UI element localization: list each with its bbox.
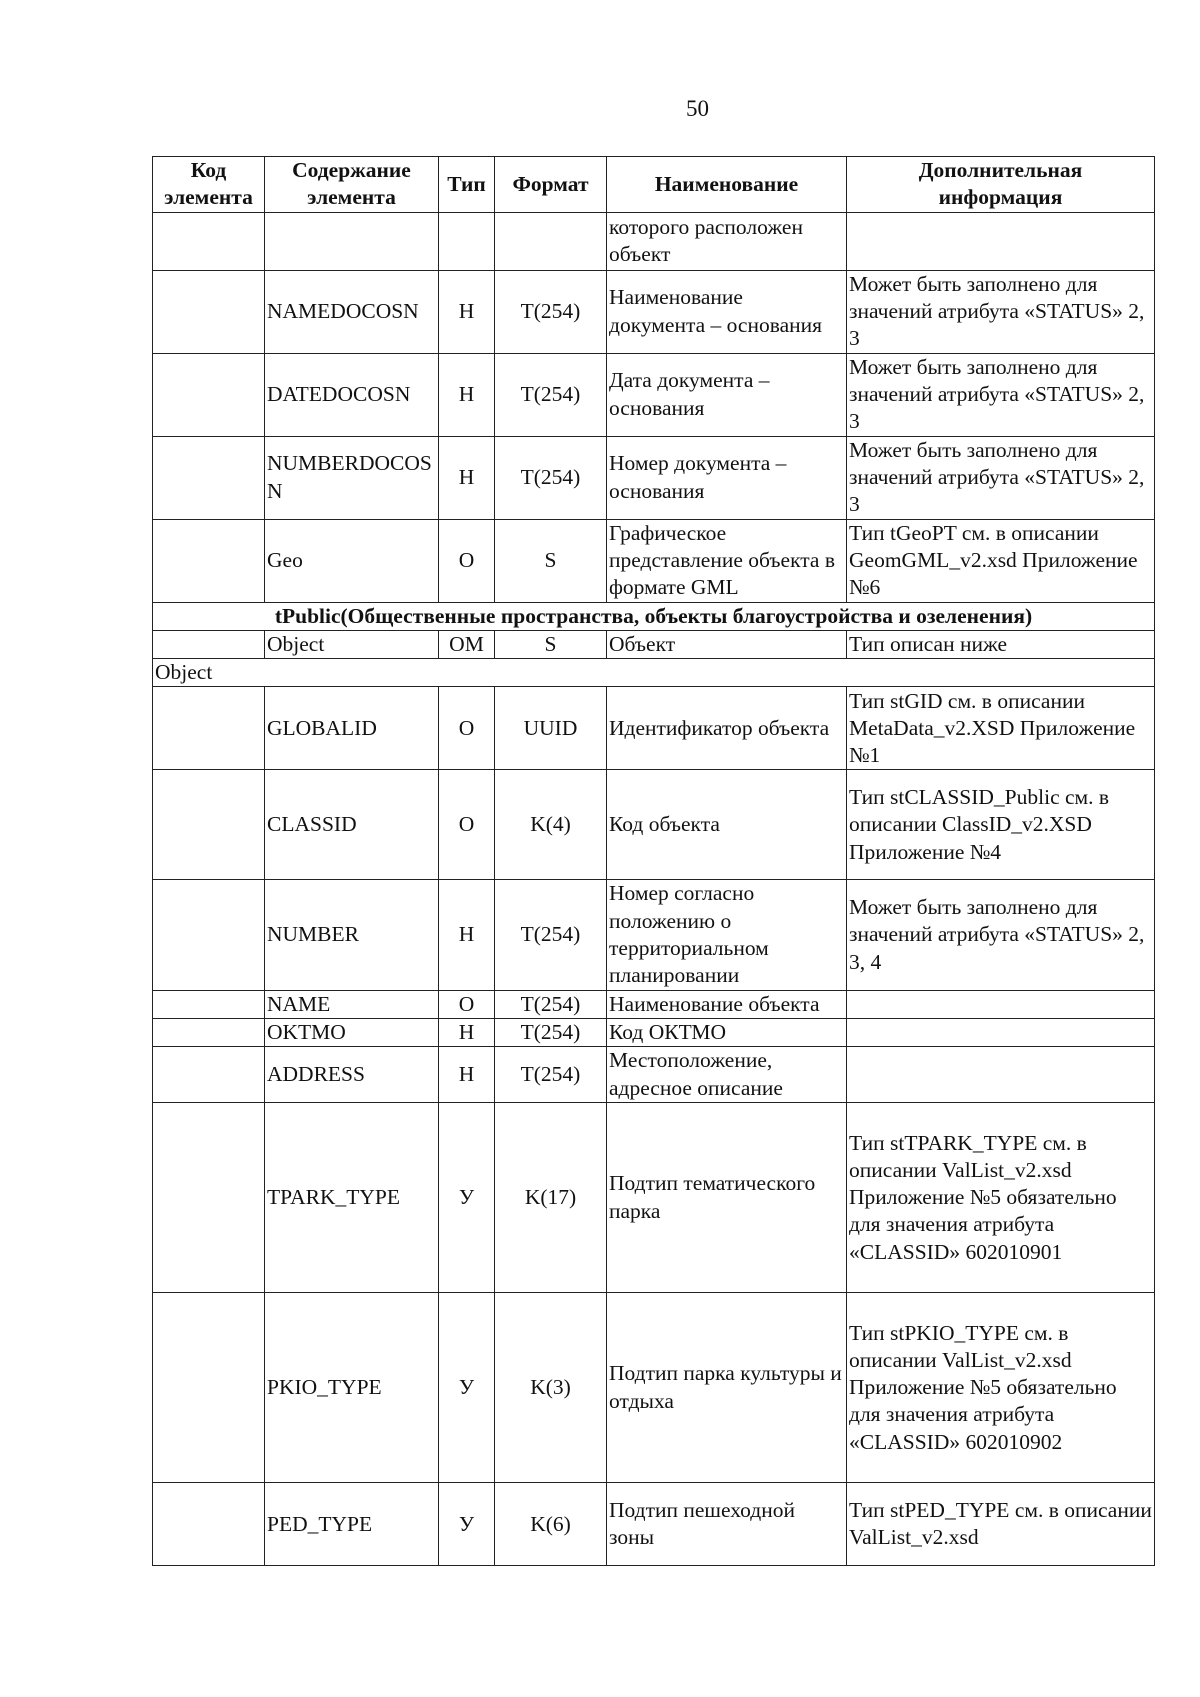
cell-format: K(17) bbox=[495, 1103, 607, 1293]
cell-format: T(254) bbox=[495, 1047, 607, 1103]
cell-name: Графическое представление объекта в формате GML bbox=[607, 519, 847, 602]
cell-info: Тип stPKIO_TYPE см. в описании ValList_v2.xsd Приложение №5 обязательно для значения атрибута «CLASSID» 602010902 bbox=[847, 1293, 1155, 1483]
object-label-row bbox=[153, 659, 1155, 687]
object-label: Object bbox=[153, 659, 1155, 687]
cell-code bbox=[153, 630, 265, 658]
table-row bbox=[153, 1483, 1155, 1566]
cell-format: T(254) bbox=[495, 353, 607, 436]
cell-format: UUID bbox=[495, 687, 607, 770]
table-row bbox=[153, 1047, 1155, 1103]
cell-code bbox=[153, 770, 265, 880]
cell-format: T(254) bbox=[495, 880, 607, 990]
cell-type: Н bbox=[439, 1047, 495, 1103]
section-row bbox=[153, 602, 1155, 630]
cell-type: Н bbox=[439, 880, 495, 990]
cell-info bbox=[847, 1047, 1155, 1103]
cell-content: NUMBER bbox=[265, 880, 439, 990]
cell-name: Номер документа – основания bbox=[607, 436, 847, 519]
cell-format: K(6) bbox=[495, 1483, 607, 1566]
cell-name: которого расположен объект bbox=[607, 212, 847, 270]
cell-code bbox=[153, 1047, 265, 1103]
cell-type: Н bbox=[439, 270, 495, 353]
cell-name: Номер согласно положению о территориальном планировании bbox=[607, 880, 847, 990]
cell-info: Может быть заполнено для значений атрибута «STATUS» 2, 3, 4 bbox=[847, 880, 1155, 990]
table-row bbox=[153, 270, 1155, 353]
cell-content: PED_TYPE bbox=[265, 1483, 439, 1566]
cell-info: Может быть заполнено для значений атрибута «STATUS» 2, 3 bbox=[847, 270, 1155, 353]
cell-format: T(254) bbox=[495, 990, 607, 1018]
cell-name: Код объекта bbox=[607, 770, 847, 880]
cell-name: Подтип тематического парка bbox=[607, 1103, 847, 1293]
cell-content: TPARK_TYPE bbox=[265, 1103, 439, 1293]
cell-name: Наименование документа – основания bbox=[607, 270, 847, 353]
cell-code bbox=[153, 687, 265, 770]
table-row bbox=[153, 687, 1155, 770]
cell-content: ADDRESS bbox=[265, 1047, 439, 1103]
cell-code bbox=[153, 353, 265, 436]
cell-name: Подтип пешеходной зоны bbox=[607, 1483, 847, 1566]
cell-code bbox=[153, 1483, 265, 1566]
cell-content: PKIO_TYPE bbox=[265, 1293, 439, 1483]
cell-info: Тип stPED_TYPE см. в описании ValList_v2.xsd bbox=[847, 1483, 1155, 1566]
header-info: Дополнительная информация bbox=[847, 157, 1155, 213]
cell-info bbox=[847, 212, 1155, 270]
table-row bbox=[153, 990, 1155, 1018]
header-name: Наименование bbox=[607, 157, 847, 213]
cell-code bbox=[153, 1018, 265, 1046]
cell-type: У bbox=[439, 1293, 495, 1483]
cell-code bbox=[153, 270, 265, 353]
cell-format bbox=[495, 212, 607, 270]
cell-type: О bbox=[439, 519, 495, 602]
cell-content: GLOBALID bbox=[265, 687, 439, 770]
cell-code bbox=[153, 436, 265, 519]
page-number: 50 bbox=[686, 96, 709, 121]
cell-info: Может быть заполнено для значений атрибута «STATUS» 2, 3 bbox=[847, 353, 1155, 436]
element-table bbox=[152, 156, 1155, 1566]
cell-name: Дата документа – основания bbox=[607, 353, 847, 436]
table-row bbox=[153, 519, 1155, 602]
table-row bbox=[153, 880, 1155, 990]
cell-code bbox=[153, 519, 265, 602]
cell-type: Н bbox=[439, 1018, 495, 1046]
cell-name: Идентификатор объекта bbox=[607, 687, 847, 770]
cell-content: OKTMO bbox=[265, 1018, 439, 1046]
cell-name: Подтип парка культуры и отдыха bbox=[607, 1293, 847, 1483]
section-title: tPublic(Общественные пространства, объекты благоустройства и озеленения) bbox=[153, 602, 1155, 630]
cell-content: Object bbox=[265, 630, 439, 658]
cell-code bbox=[153, 212, 265, 270]
cell-code bbox=[153, 1103, 265, 1293]
header-type: Тип bbox=[439, 157, 495, 213]
cell-type: О bbox=[439, 687, 495, 770]
cell-format: S bbox=[495, 630, 607, 658]
object-row bbox=[153, 630, 1155, 658]
cell-type: Н bbox=[439, 436, 495, 519]
cell-content bbox=[265, 212, 439, 270]
cell-name: Наименование объекта bbox=[607, 990, 847, 1018]
cell-info bbox=[847, 1018, 1155, 1046]
cell-type: У bbox=[439, 1103, 495, 1293]
cell-content: DATEDOCOSN bbox=[265, 353, 439, 436]
cell-name: Объект bbox=[607, 630, 847, 658]
cell-type: О bbox=[439, 990, 495, 1018]
cell-content: NAMEDOCOSN bbox=[265, 270, 439, 353]
header-content: Содержание элемента bbox=[265, 157, 439, 213]
header-code: Код элемента bbox=[153, 157, 265, 213]
table-row bbox=[153, 353, 1155, 436]
cell-content: CLASSID bbox=[265, 770, 439, 880]
cell-info bbox=[847, 990, 1155, 1018]
table-row bbox=[153, 436, 1155, 519]
cell-format: S bbox=[495, 519, 607, 602]
cell-code bbox=[153, 1293, 265, 1483]
cell-code bbox=[153, 880, 265, 990]
table-row bbox=[153, 1293, 1155, 1483]
cell-info: Тип stCLASSID_Public см. в описании ClassID_v2.XSD Приложение №4 bbox=[847, 770, 1155, 880]
cell-name: Код ОКТМО bbox=[607, 1018, 847, 1046]
table-row bbox=[153, 1018, 1155, 1046]
cell-format: K(4) bbox=[495, 770, 607, 880]
cell-info: Тип stGID см. в описании MetaData_v2.XSD Приложение №1 bbox=[847, 687, 1155, 770]
cell-type: Н bbox=[439, 353, 495, 436]
cell-type bbox=[439, 212, 495, 270]
table-section bbox=[153, 602, 1155, 687]
cell-code bbox=[153, 990, 265, 1018]
cell-format: T(254) bbox=[495, 270, 607, 353]
cell-info: Тип tGeoPT см. в описании GeomGML_v2.xsd Приложение №6 bbox=[847, 519, 1155, 602]
table-row bbox=[153, 212, 1155, 270]
table-row bbox=[153, 1103, 1155, 1293]
table-header-row bbox=[153, 157, 1155, 213]
cell-content: NUMBERDOCOSN bbox=[265, 436, 439, 519]
cell-info: Может быть заполнено для значений атрибута «STATUS» 2, 3 bbox=[847, 436, 1155, 519]
cell-format: T(254) bbox=[495, 1018, 607, 1046]
cell-info: Тип описан ниже bbox=[847, 630, 1155, 658]
cell-type: О bbox=[439, 770, 495, 880]
table-body-top bbox=[153, 212, 1155, 602]
cell-format: K(3) bbox=[495, 1293, 607, 1483]
cell-content: NAME bbox=[265, 990, 439, 1018]
cell-name: Местоположение, адресное описание bbox=[607, 1047, 847, 1103]
cell-type: У bbox=[439, 1483, 495, 1566]
table-row bbox=[153, 770, 1155, 880]
cell-content: Geo bbox=[265, 519, 439, 602]
cell-type: ОМ bbox=[439, 630, 495, 658]
cell-format: T(254) bbox=[495, 436, 607, 519]
header-format: Формат bbox=[495, 157, 607, 213]
table-body-object bbox=[153, 687, 1155, 1566]
cell-info: Тип stTPARK_TYPE см. в описании ValList_v2.xsd Приложение №5 обязательно для значения атрибута «CLASSID» 602010901 bbox=[847, 1103, 1155, 1293]
